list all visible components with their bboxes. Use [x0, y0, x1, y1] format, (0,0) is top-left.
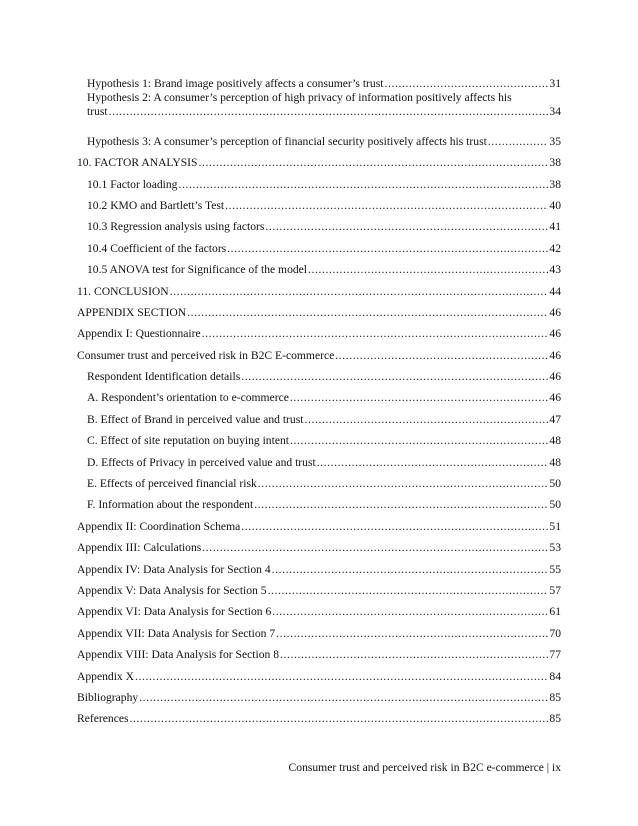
toc-entry[interactable]	[77, 619, 561, 640]
toc-entry-page: 46	[549, 305, 561, 319]
toc-entry[interactable]	[77, 384, 561, 405]
toc-leader-dots	[227, 242, 548, 256]
toc-entry[interactable]	[77, 577, 561, 598]
toc-entry-page: 50	[549, 498, 561, 512]
toc-entry[interactable]	[77, 170, 561, 191]
toc-leader-dots	[268, 584, 549, 598]
toc-entry-page: 47	[549, 412, 561, 426]
toc-entry[interactable]	[77, 127, 561, 148]
toc-entry[interactable]	[77, 256, 561, 277]
toc-entry[interactable]	[77, 512, 561, 533]
toc-entry-page: 55	[549, 562, 561, 576]
toc-entry[interactable]	[77, 448, 561, 469]
toc-entry-title: Appendix VI: Data Analysis for Section 6	[77, 605, 272, 619]
toc-leader-dots	[135, 670, 548, 684]
toc-leader-dots	[202, 327, 549, 341]
toc-entry-page: 35	[549, 134, 561, 148]
toc-leader-dots	[335, 349, 548, 363]
toc-leader-dots	[202, 541, 548, 555]
toc-entry-page: 85	[549, 712, 561, 726]
toc-entry[interactable]	[77, 341, 561, 362]
toc-entry-page: 70	[549, 626, 561, 640]
toc-entry-page: 31	[549, 77, 561, 91]
toc-entry[interactable]	[77, 234, 561, 255]
toc-entry[interactable]	[77, 641, 561, 662]
toc-entry-title: Hypothesis 3: A consumer’s perception of financial security positively affects his trust	[87, 134, 487, 148]
toc-entry-title: Appendix II: Coordination Schema	[77, 519, 241, 533]
toc-leader-dots	[241, 520, 548, 534]
toc-entry-title: 10.5 ANOVA test for Significance of the model	[87, 263, 308, 277]
toc-entry-title: C. Effect of site reputation on buying intent	[87, 434, 289, 448]
toc-leader-dots	[308, 263, 548, 277]
toc-entry-title: F. Information about the respondent	[87, 498, 254, 512]
toc-entry-title: 10.1 Factor loading	[87, 177, 178, 191]
toc-leader-dots	[384, 77, 548, 91]
toc-entry-title-continued: trust	[87, 105, 108, 119]
toc-leader-dots	[258, 477, 549, 491]
toc-entry-title: 10.2 KMO and Bartlett’s Test	[87, 198, 225, 212]
toc-entry[interactable]	[77, 277, 561, 298]
toc-entry-title: Bibliography	[77, 690, 139, 704]
toc-entry-page: 57	[549, 583, 561, 597]
toc-entry-title: A. Respondent’s orientation to e-commerce	[87, 391, 289, 405]
toc-leader-dots	[187, 306, 548, 320]
toc-entry-page: 77	[549, 648, 561, 662]
toc-leader-dots	[272, 605, 548, 619]
toc-leader-dots	[290, 391, 549, 405]
toc-entry-page: 48	[549, 434, 561, 448]
toc-entry[interactable]	[77, 91, 561, 119]
toc-entry-page: 41	[549, 220, 561, 234]
toc-entry-title: Appendix VIII: Data Analysis for Section 8	[77, 648, 279, 662]
toc-entry-title: References	[77, 712, 129, 726]
toc-entry-title: D. Effects of Privacy in perceived value and trust	[87, 455, 316, 469]
toc-entry[interactable]	[77, 705, 561, 726]
toc-leader-dots	[280, 648, 548, 662]
toc-leader-dots	[199, 156, 549, 170]
toc-entry-page: 44	[549, 284, 561, 298]
toc-entry-page: 46	[549, 327, 561, 341]
toc-entry[interactable]	[77, 299, 561, 320]
toc-entry[interactable]	[77, 320, 561, 341]
toc-leader-dots	[254, 498, 548, 512]
toc-entry-page: 61	[549, 605, 561, 619]
toc-entry[interactable]	[77, 363, 561, 384]
toc-entry-title: 10. FACTOR ANALYSIS	[77, 156, 198, 170]
toc-entry[interactable]	[77, 192, 561, 213]
toc-entry-page: 84	[549, 669, 561, 683]
toc-entry[interactable]	[77, 555, 561, 576]
toc-entry-page: 46	[549, 370, 561, 384]
toc-entry-page: 53	[549, 541, 561, 555]
toc-leader-dots	[290, 434, 548, 448]
toc-entry-title: E. Effects of perceived financial risk	[87, 477, 257, 491]
toc-entry-title: Appendix VII: Data Analysis for Section 7	[77, 626, 276, 640]
table-of-contents	[77, 70, 561, 726]
toc-entry-title: Appendix X	[77, 669, 134, 683]
toc-entry[interactable]	[77, 470, 561, 491]
toc-entry-title: 10.3 Regression analysis using factors	[87, 220, 265, 234]
toc-entry-page: 48	[549, 455, 561, 469]
toc-entry-page: 34	[549, 105, 561, 119]
toc-entry-title: Appendix IV: Data Analysis for Section 4	[77, 562, 271, 576]
toc-entry-page: 51	[549, 519, 561, 533]
toc-entry[interactable]	[77, 598, 561, 619]
toc-entry-page: 43	[549, 263, 561, 277]
toc-leader-dots	[178, 178, 548, 192]
toc-entry-title: Appendix I: Questionnaire	[77, 327, 201, 341]
toc-entry[interactable]	[77, 70, 561, 91]
toc-entry-title: APPENDIX SECTION	[77, 305, 187, 319]
toc-entry-page: 46	[549, 391, 561, 405]
toc-leader-dots	[170, 285, 549, 299]
toc-entry[interactable]	[77, 213, 561, 234]
page-footer: Consumer trust and perceived risk in B2C e-commerce | ix	[288, 761, 561, 774]
toc-entry-title: Hypothesis 2: A consumer’s perception of high privacy of information positively affects his	[87, 91, 512, 105]
toc-leader-dots	[139, 691, 548, 705]
toc-entry-page: 38	[549, 156, 561, 170]
toc-entry-title: Consumer trust and perceived risk in B2C E-commerce	[77, 348, 335, 362]
toc-entry-title: 10.4 Coefficient of the factors	[87, 241, 227, 255]
toc-entry-title: Appendix V: Data Analysis for Section 5	[77, 583, 267, 597]
toc-entry-title: Respondent Identification details	[87, 370, 241, 384]
toc-entry[interactable]	[77, 534, 561, 555]
toc-leader-dots	[276, 627, 548, 641]
toc-leader-dots	[317, 456, 549, 470]
toc-leader-dots	[130, 712, 549, 726]
toc-entry[interactable]	[77, 149, 561, 170]
toc-entry[interactable]	[77, 405, 561, 426]
toc-entry-page: 38	[549, 177, 561, 191]
toc-leader-dots	[241, 370, 548, 384]
toc-entry[interactable]	[77, 684, 561, 705]
toc-leader-dots	[265, 220, 548, 234]
toc-entry-page: 85	[549, 690, 561, 704]
toc-entry-title: B. Effect of Brand in perceived value and trust	[87, 412, 304, 426]
toc-leader-dots	[488, 135, 549, 149]
toc-entry-page: 50	[549, 477, 561, 491]
toc-entry-page: 40	[549, 198, 561, 212]
toc-entry[interactable]	[77, 427, 561, 448]
toc-entry-page: 42	[549, 241, 561, 255]
toc-leader-dots	[272, 563, 549, 577]
toc-entry-title: 11. CONCLUSION	[77, 284, 169, 298]
toc-leader-dots	[304, 413, 548, 427]
toc-leader-dots	[225, 199, 548, 213]
toc-entry[interactable]	[77, 662, 561, 683]
toc-entry[interactable]	[77, 491, 561, 512]
toc-leader-dots	[109, 105, 549, 119]
toc-entry-title: Appendix III: Calculations	[77, 541, 202, 555]
toc-entry-title: Hypothesis 1: Brand image positively affects a consumer’s trust	[87, 77, 384, 91]
toc-entry-page: 46	[549, 348, 561, 362]
